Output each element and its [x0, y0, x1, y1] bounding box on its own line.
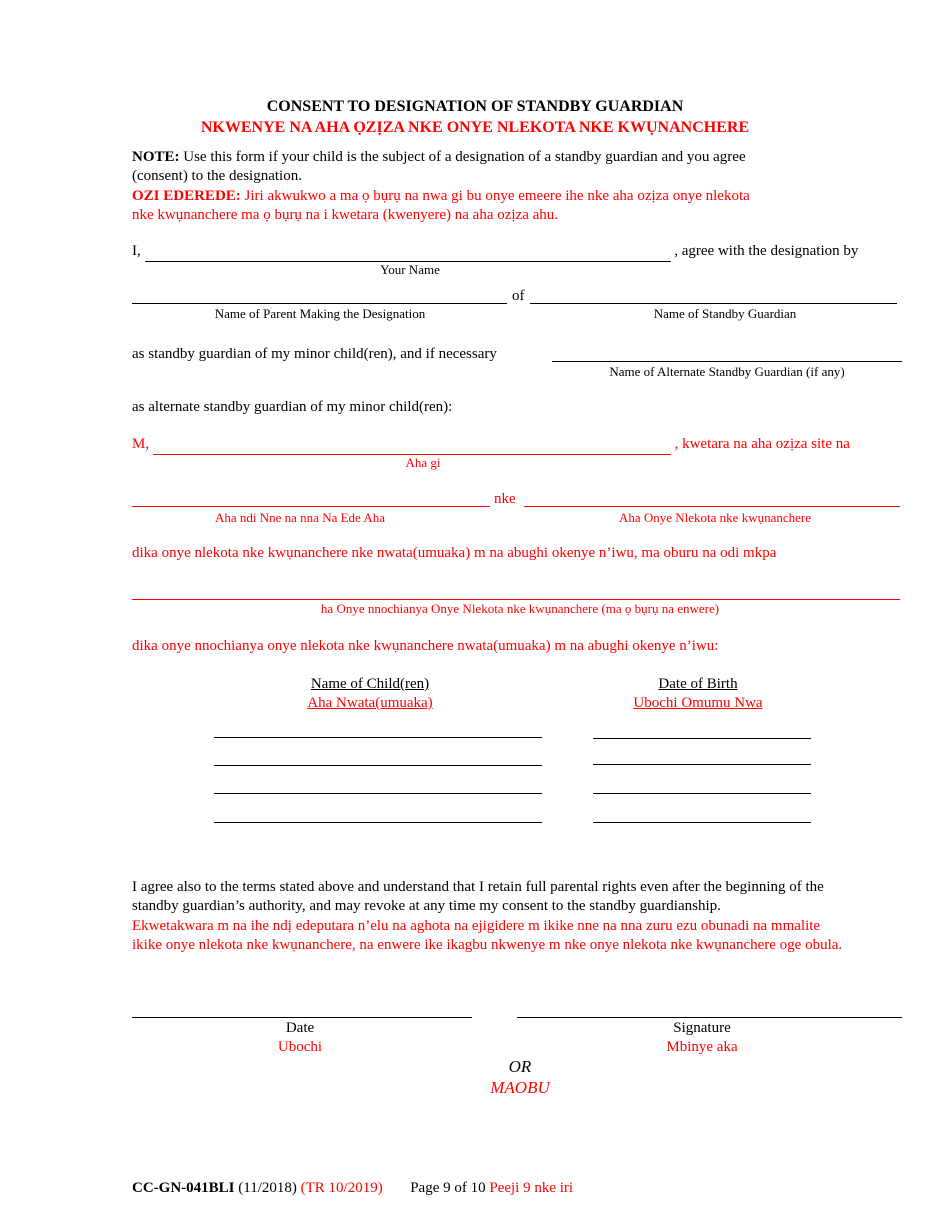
child-name-row-4[interactable] [214, 822, 542, 823]
igbo-name-caption: Aha gi [405, 455, 441, 470]
minor-text: as standby guardian of my minor child(ren), and if necessary [132, 346, 497, 362]
col-child-header [214, 675, 526, 713]
title-igbo: NKWENYE NA AHA ỌZỊZA NKE ONYE NLEKOTA NKE KWỤNANCHERE [200, 119, 750, 136]
col-child-ig: Aha Nwata(umuaka) [307, 695, 433, 711]
note-text-line1: Use this form if your child is the subject of a designation of a standby guardian and you agree [183, 149, 746, 165]
terms-en-line2: standby guardian’s authority, and may revoke at any time my consent to the standby guardianship. [132, 898, 721, 914]
or-en: OR [508, 1057, 532, 1076]
child-dob-row-2[interactable] [593, 764, 811, 765]
your-name-field[interactable] [145, 242, 671, 262]
date-caption-en: Date [285, 1020, 315, 1036]
guardian-caption: Name of Standby Guardian [653, 306, 797, 321]
terms-igbo [132, 917, 912, 955]
igbo-guardian-field[interactable] [524, 506, 900, 507]
signature-field[interactable] [517, 1017, 902, 1018]
nke-text: nke [494, 491, 516, 507]
form-date: (11/2018) [238, 1180, 297, 1196]
child-dob-row-4[interactable] [593, 822, 811, 823]
child-name-row-1[interactable] [214, 737, 542, 738]
translation-date: (TR 10/2019) [300, 1180, 383, 1196]
title-english: CONSENT TO DESIGNATION OF STANDBY GUARDIAN [266, 98, 684, 115]
guardian-name-field[interactable] [530, 303, 897, 304]
signature-caption-en: Signature [673, 1020, 731, 1036]
igbo-alternate-field[interactable] [132, 599, 900, 600]
igbo-agree-text: , kwetara na aha ozịza site na [674, 436, 850, 452]
your-name-row [132, 242, 902, 262]
your-name-caption: Your Name [380, 262, 440, 277]
igbo-name-row [132, 435, 902, 455]
parent-caption: Name of Parent Making the Designation [214, 306, 426, 321]
child-name-row-2[interactable] [214, 765, 542, 766]
alternate-text: as alternate standby guardian of my minor child(ren): [132, 399, 453, 415]
form-id: CC-GN-041BLI [132, 1180, 235, 1196]
parent-name-field[interactable] [132, 303, 507, 304]
or-separator [420, 1056, 620, 1098]
of-text: of [512, 288, 525, 304]
terms-ig-line1: Ekwetakwara m na ihe ndị edeputara n’elu na aghota na ejigidere m ikike nne na nna zuru ezu obunadi na mmalite [132, 918, 821, 934]
note-igbo-line1: Jiri akwukwo a ma ọ bụrụ na nwa gi bu onye emeere ihe nke aha ozịza onye nlekota [244, 188, 750, 204]
child-name-row-3[interactable] [214, 793, 542, 794]
i-prefix: I, [132, 243, 141, 259]
signature-caption-ig: Mbinye aka [666, 1039, 738, 1055]
col-dob-ig: Ubochi Omumu Nwa [633, 695, 763, 711]
igbo-alternate-text: dika onye nnochianya onye nlekota nke kwụnanchere nwata(umuaka) m na abughi okenye n’iwu: [132, 638, 719, 654]
igbo-minor-text: dika onye nlekota nke kwụnanchere nke nwata(umuaka) m na abughi okenye n’iwu, ma oburu na odi mkpa [132, 545, 777, 561]
date-caption-ig: Ubochi [277, 1039, 323, 1055]
col-child-en: Name of Child(ren) [310, 676, 430, 692]
col-dob-header [593, 675, 803, 713]
note-label-igbo: OZI EDEREDE: [132, 188, 241, 204]
page-number-en: Page 9 of 10 [410, 1180, 486, 1196]
col-dob-en: Date of Birth [658, 676, 738, 692]
igbo-parent-field[interactable] [132, 506, 490, 507]
terms-en-line1: I agree also to the terms stated above and understand that I retain full parental rights even after the beginning of the [132, 879, 824, 895]
alternate-caption: Name of Alternate Standby Guardian (if any) [609, 364, 845, 379]
terms-ig-line2: ikike onye nlekota nke kwụnanchere, na enwere ike ikagbu nkwenye m nke onye nlekota nke kwụnanchere oge obula. [132, 937, 843, 953]
igbo-parent-caption: Aha ndi Nne na nna Na Ede Aha [214, 510, 386, 525]
agree-text: , agree with the designation by [674, 243, 859, 259]
page-number-ig: Peeji 9 nke iri [489, 1180, 574, 1196]
igbo-name-field[interactable] [153, 435, 671, 455]
child-dob-row-3[interactable] [593, 793, 811, 794]
note-igbo-line2: nke kwụnanchere ma ọ bụrụ na i kwetara (kwenyere) na aha ozịza ahu. [132, 207, 559, 223]
igbo-guardian-caption: Aha Onye Nlekota nke kwụnanchere [618, 510, 812, 525]
note-english [132, 148, 892, 186]
terms-english [132, 878, 912, 916]
date-caption [200, 1019, 400, 1057]
alternate-guardian-field[interactable] [552, 361, 902, 362]
note-text-line2: (consent) to the designation. [132, 168, 302, 184]
m-prefix: M, [132, 436, 150, 452]
igbo-alternate-caption: ha Onye nnochianya Onye Nlekota nke kwụnanchere (ma ọ bụrụ na enwere) [320, 601, 720, 616]
date-field[interactable] [132, 1017, 472, 1018]
or-ig: MAOBU [490, 1078, 550, 1097]
footer [132, 1179, 573, 1198]
note-label: NOTE: [132, 149, 180, 165]
note-igbo [132, 187, 892, 225]
child-dob-row-1[interactable] [593, 738, 811, 739]
signature-caption [602, 1019, 802, 1057]
